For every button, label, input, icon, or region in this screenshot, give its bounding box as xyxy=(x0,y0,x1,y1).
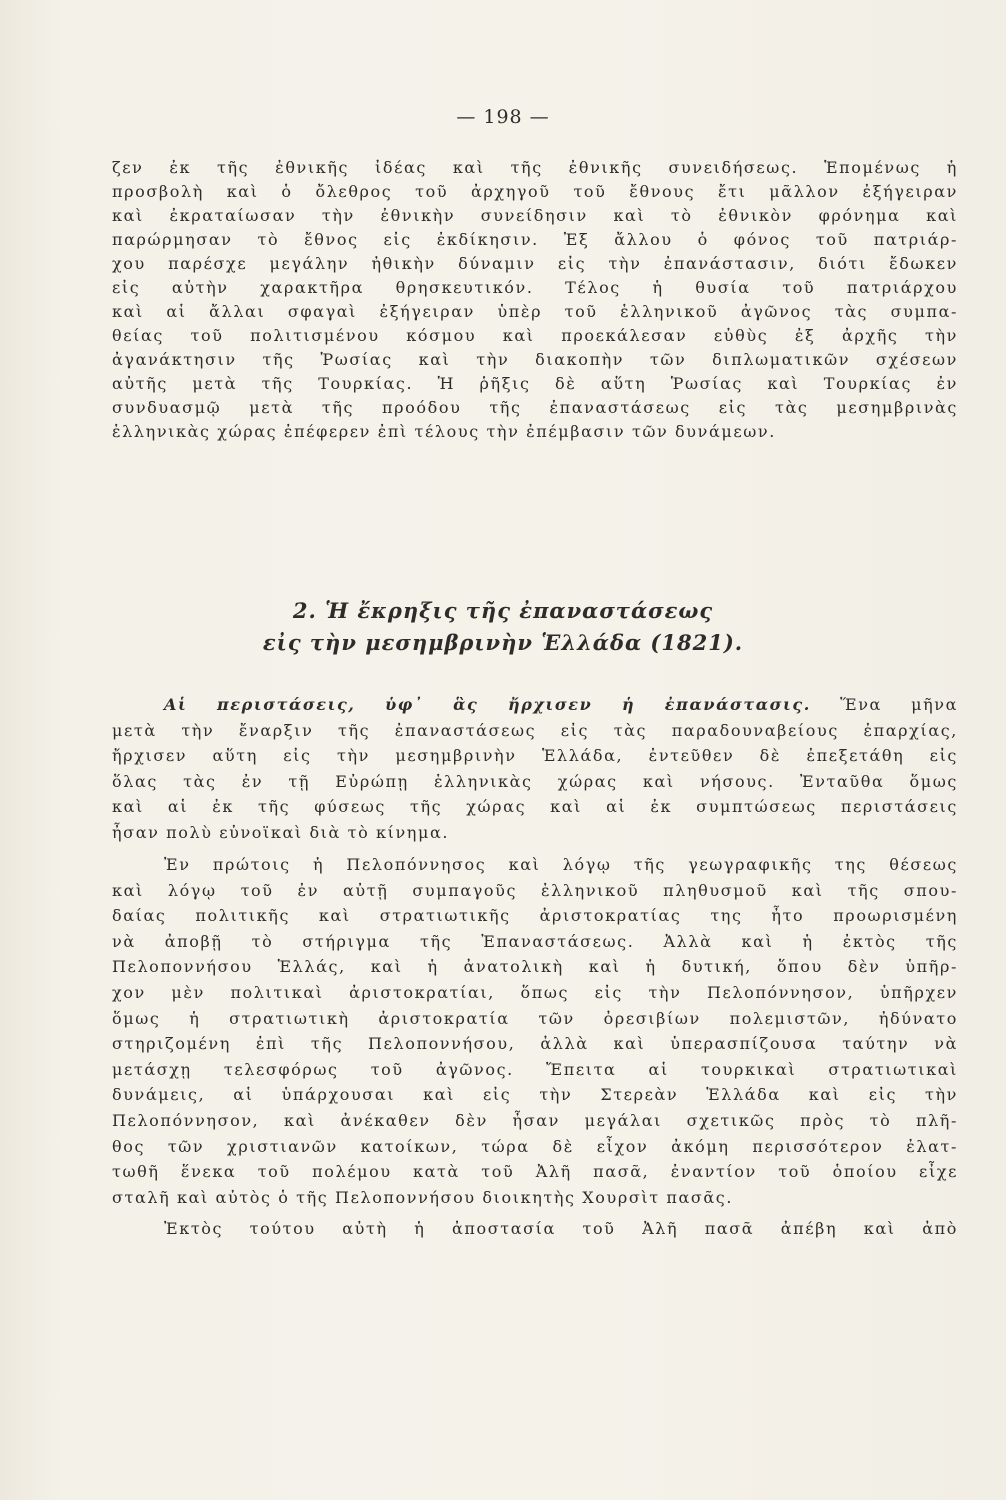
text-line: καὶ αἱ ἄλλαι σφαγαὶ ἐξήγειραν ὑπὲρ τοῦ ἑλληνικοῦ ἀγῶνος τὰς συμπα- xyxy=(112,302,958,321)
text-line: ἤρχισεν αὕτη εἰς τὴν μεσημβρινὴν Ἑλλάδα, ἐντεῦθεν δὲ ἐπεξετάθη εἰς xyxy=(112,746,958,766)
paragraph-3 xyxy=(112,852,958,1210)
text-line: σταλῆ καὶ αὐτὸς ὁ τῆς Πελοποννήσου διοικητὴς Χουρσὶτ πασᾶς. xyxy=(112,1187,734,1207)
text-line: μετὰ τὴν ἔναρξιν τῆς ἐπαναστάσεως εἰς τὰς παραδουναβείους ἐπαρχίας, xyxy=(112,720,958,740)
text-line: καὶ λόγῳ τοῦ ἐν αὐτῇ συμπαγοῦς ἑλληνικοῦ πληθυσμοῦ καὶ τῆς σπου- xyxy=(112,880,958,900)
text-line: αὐτῆς μετὰ τῆς Τουρκίας. Ἡ ῥῆξις δὲ αὕτη Ῥωσίας καὶ Τουρκίας ἐν xyxy=(112,374,958,393)
paragraph-1 xyxy=(112,156,958,444)
text-line-lead xyxy=(112,692,958,718)
text-line: Πελοπόννησον, καὶ ἀνέκαθεν δὲν ἦσαν μεγάλαι σχετικῶς πρὸς τὸ πλῆ- xyxy=(112,1110,958,1130)
text-line: χον μὲν πολιτικαὶ ἀριστοκρατίαι, ὅπως εἰς τὴν Πελοπόννησον, ὑπῆρχεν xyxy=(112,982,958,1002)
lead-rest: Ἕνα μῆνα xyxy=(840,695,958,714)
text-line: Ἐν πρώτοις ἡ Πελοπόννησος καὶ λόγῳ τῆς γεωγραφικῆς της θέσεως xyxy=(164,855,958,874)
text-line: ὅμως ἡ στρατιωτικὴ ἀριστοκρατία τῶν ὀρεσιβίων πολεμιστῶν, ἠδύνατο xyxy=(112,1008,958,1028)
text-line: νὰ ἀποβῇ τὸ στήριγμα τῆς Ἐπαναστάσεως. Ἀλλὰ καὶ ἡ ἐκτὸς τῆς xyxy=(112,931,958,951)
paragraph-4 xyxy=(112,1216,958,1242)
page-number: — 198 — xyxy=(456,106,550,128)
text-line: καὶ ἐκραταίωσαν τὴν ἐθνικὴν συνείδησιν καὶ τὸ ἐθνικὸν φρόνημα καὶ xyxy=(112,206,958,225)
text-line: θείας τοῦ πολιτισμένου κόσμου καὶ προεκάλεσαν εὐθὺς ἐξ ἀρχῆς τὴν xyxy=(112,326,958,345)
text-line: Ἐκτὸς τούτου αὐτὴ ἡ ἀποστασία τοῦ Ἀλῆ πασᾶ ἀπέβη καὶ ἀπὸ xyxy=(164,1219,958,1238)
text-line: στηριζομένη ἐπὶ τῆς Πελοποννήσου, ἀλλὰ καὶ ὑπερασπίζουσα ταύτην νὰ xyxy=(112,1034,958,1054)
text-line: παρώρμησαν τὸ ἔθνος εἰς ἐκδίκησιν. Ἐξ ἄλλου ὁ φόνος τοῦ πατριάρ- xyxy=(112,230,958,249)
text-line: Πελοποννήσου Ἑλλάς, καὶ ἡ ἀνατολικὴ καὶ ἡ δυτική, ὅπου δὲν ὑπῆρ- xyxy=(112,957,958,977)
text-line: θος τῶν χριστιανῶν κατοίκων, τώρα δὲ εἶχον ἀκόμη περισσότερον ἐλατ- xyxy=(112,1136,958,1156)
text-line: συνδυασμῷ μετὰ τῆς προόδου τῆς ἐπαναστάσεως εἰς τὰς μεσημβρινὰς xyxy=(112,398,958,417)
text-line: ἑλληνικὰς χώρας ἐπέφερεν ἐπὶ τέλους τὴν ἐπέμβασιν τῶν δυνάμεων. xyxy=(112,422,776,441)
text-line: καὶ αἱ ἐκ τῆς φύσεως τῆς χώρας καὶ αἱ ἐκ συμπτώσεως περιστάσεις xyxy=(112,797,958,817)
text-line: μετάσχῃ τελεσφόρως τοῦ ἀγῶνος. Ἔπειτα αἱ τουρκικαὶ στρατιωτικαὶ xyxy=(112,1059,958,1079)
section-heading-line-2: εἰς τὴν μεσημβρινὴν Ἑλλάδα (1821). xyxy=(262,630,744,655)
text-line: χου παρέσχε μεγάλην ἠθικὴν δύναμιν εἰς τὴν ἐπανάστασιν, διότι ἔδωκεν xyxy=(112,254,958,273)
section-heading-line-1: 2. Ἡ ἔκρηξις τῆς ἐπαναστάσεως xyxy=(292,598,714,623)
run-in-heading: Αἱ περιστάσεις, ὑφ᾽ ἃς ἤρχισεν ἡ ἐπανάστασις. xyxy=(164,695,811,714)
text-line: ζεν ἐκ τῆς ἐθνικῆς ἰδέας καὶ τῆς ἐθνικῆς συνειδήσεως. Ἑπομένως ἡ xyxy=(112,158,958,177)
text-line: προσβολὴ καὶ ὁ ὄλεθρος τοῦ ἀρχηγοῦ τοῦ ἔθνους ἔτι μᾶλλον ἐξήγειραν xyxy=(112,182,958,201)
text-line: δαίας πολιτικῆς καὶ στρατιωτικῆς ἀριστοκρατίας της ἦτο προωρισμένη xyxy=(112,906,958,926)
text-line: δυνάμεις, αἱ ὑπάρχουσαι καὶ εἰς τὴν Στερεὰν Ἑλλάδα καὶ εἰς τὴν xyxy=(112,1085,958,1105)
text-line: τωθῆ ἕνεκα τοῦ πολέμου κατὰ τοῦ Ἀλῆ πασᾶ, ἐναντίον τοῦ ὁποίου εἶχε xyxy=(112,1162,958,1182)
text-line: ἀγανάκτησιν τῆς Ῥωσίας καὶ τὴν διακοπὴν τῶν διπλωματικῶν σχέσεων xyxy=(112,350,958,369)
text-line: ὅλας τὰς ἐν τῇ Εὐρώπῃ ἑλληνικὰς χώρας καὶ νήσους. Ἐνταῦθα ὅμως xyxy=(112,771,958,791)
text-line: εἰς αὐτὴν χαρακτῆρα θρησκευτικόν. Τέλος ἡ θυσία τοῦ πατριάρχου xyxy=(112,278,958,297)
text-line: ἦσαν πολὺ εὐνοϊκαὶ διὰ τὸ κίνημα. xyxy=(112,822,450,842)
paragraph-2 xyxy=(112,692,958,846)
